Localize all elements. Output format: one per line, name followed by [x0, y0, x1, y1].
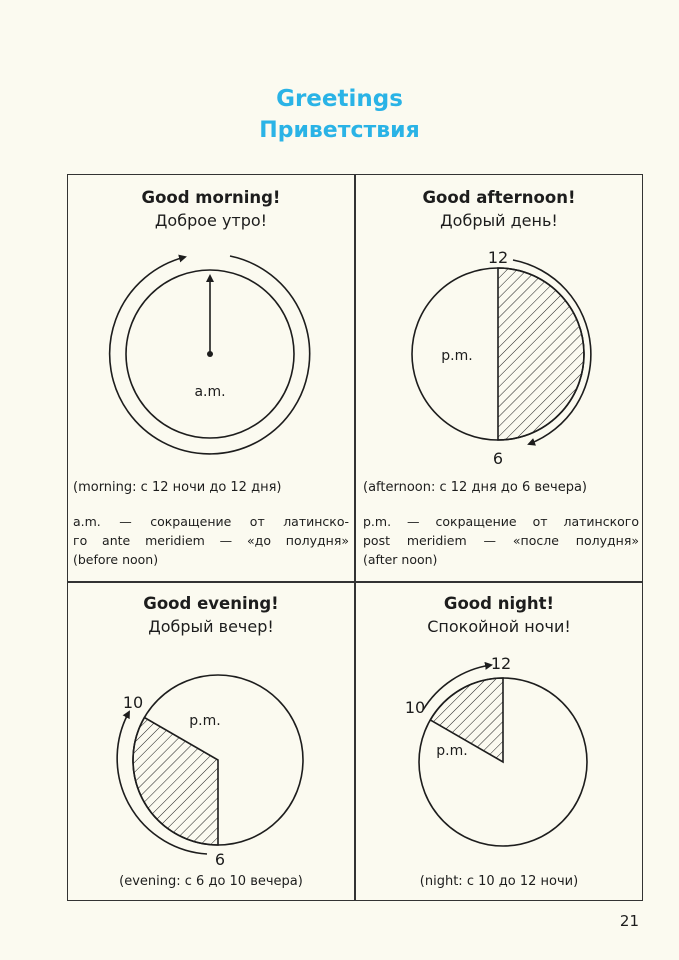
morning-clock-center [207, 351, 213, 357]
morning-caption: (morning: с 12 ночи до 12 дня) [73, 480, 282, 495]
night-mark-10: 10 [404, 698, 426, 717]
afternoon-shaded-sector [498, 268, 584, 440]
evening-clock-label: p.m. [189, 713, 221, 729]
night-clock-diagram [355, 582, 643, 901]
afternoon-note [363, 512, 639, 569]
afternoon-note-line: (after noon) [363, 552, 438, 567]
morning-clock-label: a.m. [194, 384, 226, 400]
title-good-night: Good night! [443, 594, 555, 613]
heading-ru: Приветствия [259, 118, 420, 143]
title-good-afternoon: Good afternoon! [422, 188, 576, 207]
title-dobryi-vecher: Добрый вечер! [148, 617, 274, 636]
cell-afternoon [355, 174, 643, 582]
title-good-evening: Good evening! [143, 594, 279, 613]
night-mark-12: 12 [490, 654, 512, 673]
afternoon-clock-label: p.m. [441, 348, 473, 364]
title-dobroe-utro: Доброе утро! [154, 211, 268, 230]
evening-clock-diagram [67, 582, 355, 901]
afternoon-mark-6: 6 [492, 449, 504, 468]
title-good-morning: Good morning! [141, 188, 281, 207]
morning-note [73, 512, 349, 569]
night-caption: (night: с 10 до 12 ночи) [419, 874, 579, 889]
night-clock-label: p.m. [436, 743, 468, 759]
morning-note-line: го ante meridiem — «до полудня» [73, 533, 349, 548]
page-number: 21 [619, 912, 639, 930]
morning-note-line: a.m. — сокращение от латинско- [73, 514, 349, 529]
afternoon-mark-12: 12 [487, 248, 509, 267]
heading-en: Greetings [276, 86, 403, 112]
afternoon-note-line: p.m. — сокращение от латинского [363, 514, 639, 529]
cell-night [355, 582, 643, 901]
title-spokoinoi-nochi: Спокойной ночи! [427, 617, 571, 636]
afternoon-note-line: post meridiem — «после полудня» [363, 533, 639, 548]
morning-note-line: (before noon) [73, 552, 159, 567]
evening-mark-6: 6 [214, 850, 226, 869]
evening-mark-10: 10 [122, 693, 144, 712]
cell-morning [67, 174, 355, 582]
cell-evening [67, 582, 355, 901]
evening-caption: (evening: с 6 до 10 вечера) [119, 874, 303, 889]
afternoon-caption: (afternoon: с 12 дня до 6 вечера) [363, 480, 587, 495]
title-dobryi-den: Добрый день! [440, 211, 558, 230]
